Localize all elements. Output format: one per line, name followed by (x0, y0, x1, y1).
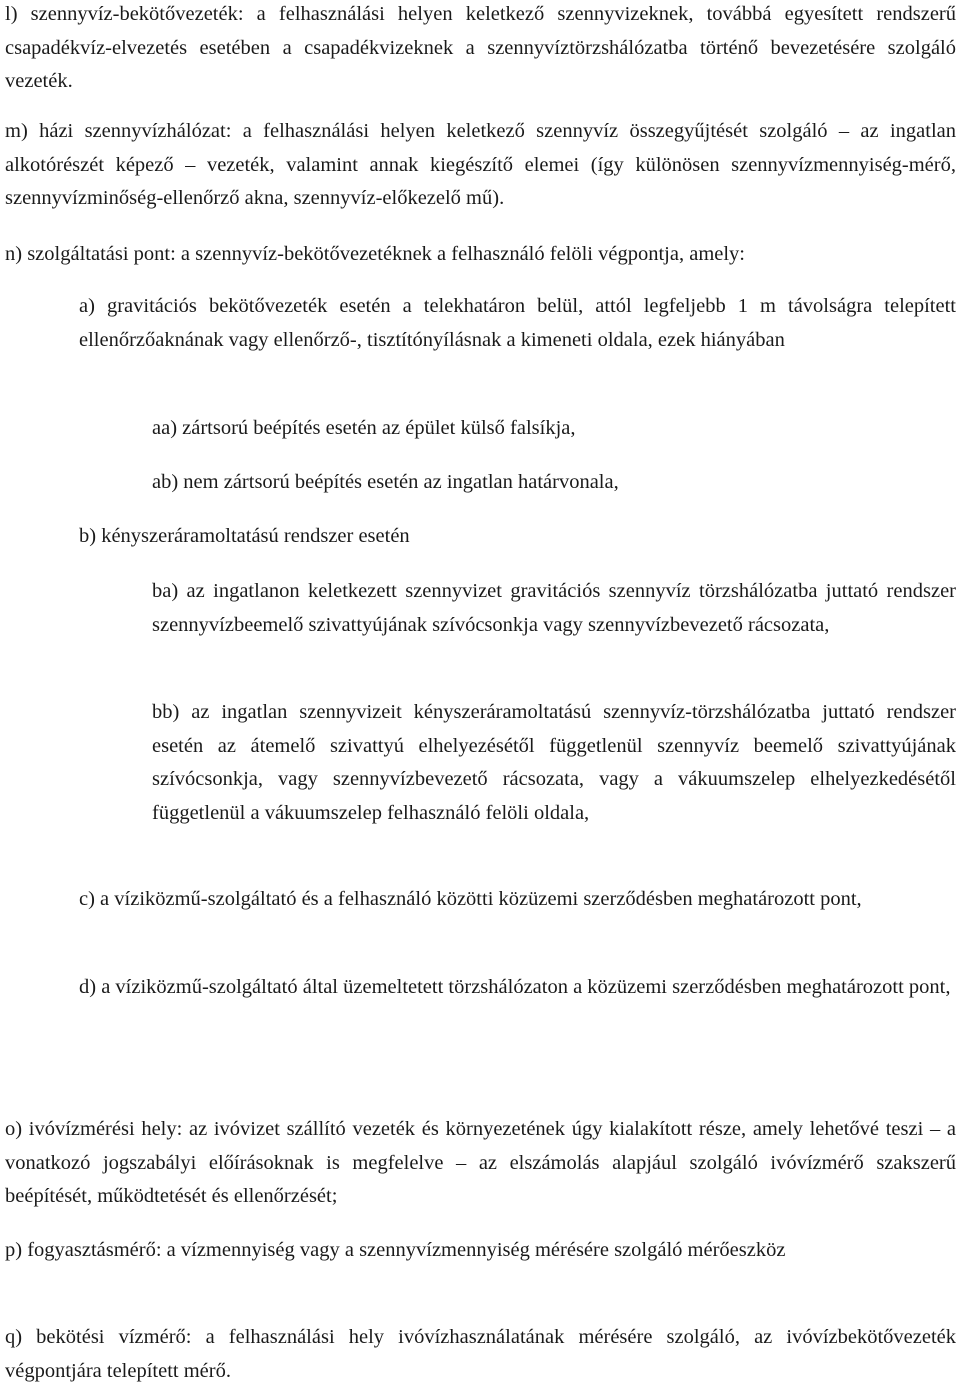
paragraph-n-bb: bb) az ingatlan szennyvizeit kényszeráramoltatású szennyvíz-törzshálózatba juttató rendszer esetén az átemelő szivattyú elhelyezésétől függetlenül szennyvíz beemelő szivattyújának szívócsonkja, vagy szennyvízbevezető rácsozata, vagy a vákuumszelep elhelyezkedésétől függetlenül a vákuumszelep felhasználó felöli oldala, (152, 701, 956, 824)
paragraph-n-c: c) a víziközmű-szolgáltató és a felhasználó közötti közüzemi szerződésben meghatározott pont, (79, 888, 862, 910)
paragraph-n-d: d) a víziközmű-szolgáltató által üzemeltetett törzshálózaton a közüzemi szerződésben meghatározott pont, (79, 976, 951, 998)
paragraph-n-b: b) kényszeráramoltatású rendszer esetén (79, 525, 410, 547)
paragraph-n-ab: ab) nem zártsorú beépítés esetén az ingatlan határvonala, (152, 471, 619, 493)
paragraph-n-a: a) gravitációs bekötővezeték esetén a telekhatáron belül, attól legfeljebb 1 m távolságra telepített ellenőrzőaknának vagy ellenőrző-, tisztítónyílásnak a kimeneti oldala, ezek hiányában (79, 295, 956, 351)
paragraph-m: m) házi szennyvízhálózat: a felhasználási helyen keletkező szennyvíz összegyűjtését szolgáló – az ingatlan alkotórészét képező – vezeték, valamint annak kiegészítő elemei (így különösen szennyvízmennyiség-mérő, szennyvízminőség-ellenőrző akna, szennyvíz-előkezelő mű). (5, 120, 956, 209)
paragraph-n-aa: aa) zártsorú beépítés esetén az épület külső falsíkja, (152, 417, 576, 439)
paragraph-p: p) fogyasztásmérő: a vízmennyiség vagy a szennyvízmennyiség mérésére szolgáló mérőeszköz (5, 1239, 786, 1261)
paragraph-n: n) szolgáltatási pont: a szennyvíz-bekötővezetéknek a felhasználó felöli végpontja, amely: (5, 243, 746, 265)
paragraph-l: l) szennyvíz-bekötővezeték: a felhasználási helyen keletkező szennyvizeknek, továbbá egyesített rendszerű csapadékvíz-elvezetés esetében a csapadékvizeknek a szennyvíztörzshálózatba történő bevezetésére szolgáló vezeték. (5, 3, 956, 92)
paragraph-q: q) bekötési vízmérő: a felhasználási hely ivóvízhasználatának mérésére szolgáló, az ivóvízbekötővezeték végpontjára telepített mérő. (5, 1326, 956, 1382)
paragraph-o: o) ivóvízmérési hely: az ivóvizet szállító vezeték és környezetének úgy kialakított része, amely lehetővé teszi – a vonatkozó jogszabályi előírásoknak is megfelelve – az elszámolás alapjául szolgáló ivóvízmérő szakszerű beépítését, működtetését és ellenőrzését; (5, 1118, 956, 1207)
paragraph-n-ba: ba) az ingatlanon keletkezett szennyvizet gravitációs szennyvíz törzshálózatba juttató rendszer szennyvízbeemelő szivattyújának szívócsonkja vagy szennyvízbevezető rácsozata, (152, 580, 956, 636)
